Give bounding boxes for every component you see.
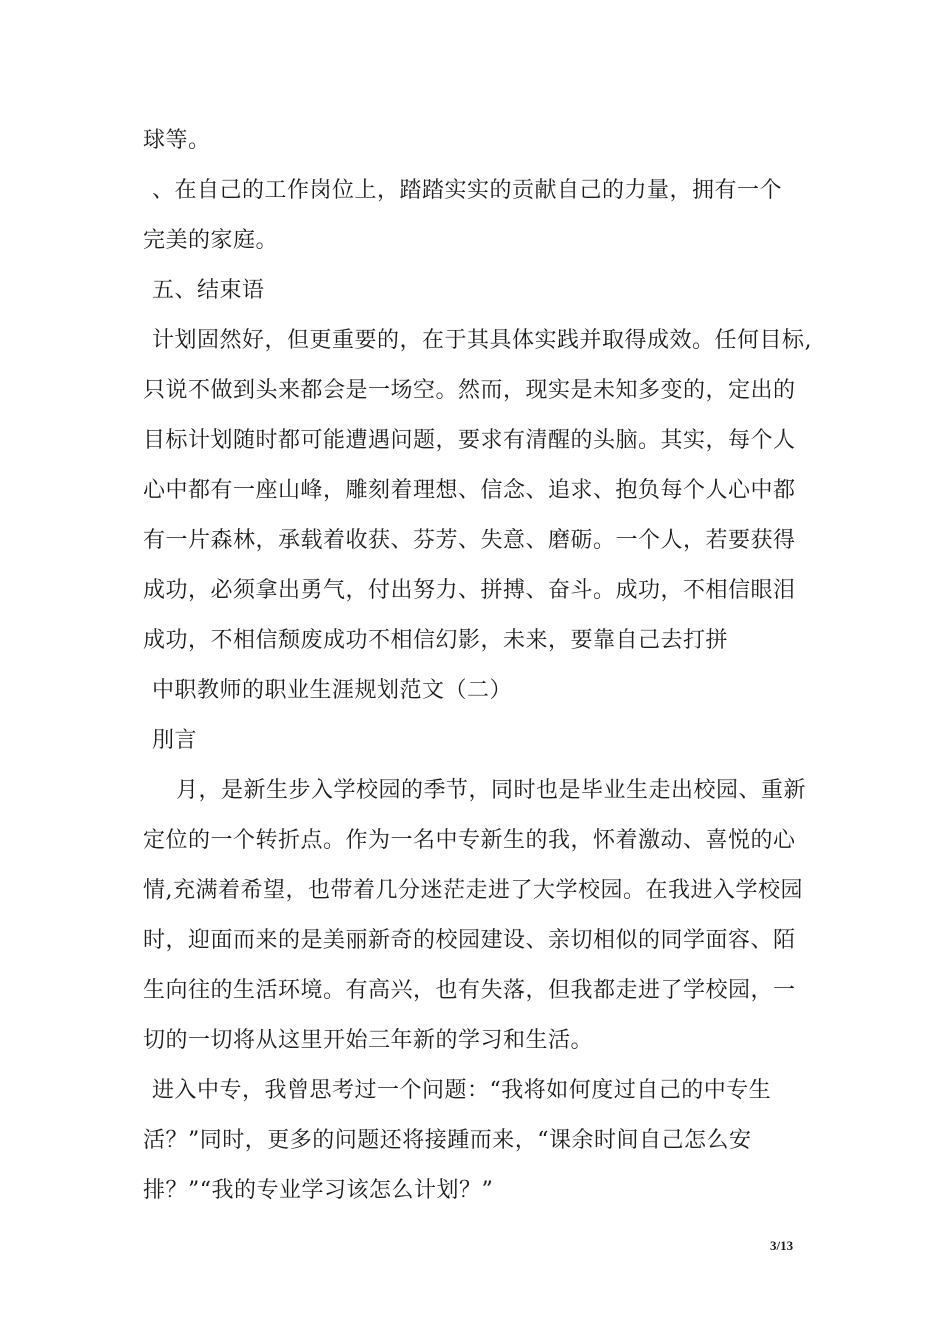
page-number: 3/13 (770, 1238, 794, 1253)
text-line: 成功，不相信颓废成功不相信幻影，未来，要靠自己去打拼 (143, 628, 729, 653)
text-line: 只说不做到头来都会是一场空。然而，现实是未知多变的，定出的 (143, 378, 796, 403)
text-line: 进入中专，我曾思考过一个问题：“我将如何度过自己的中专生 (152, 1078, 772, 1103)
text-line: 有一片森林，承载着收获、芬芳、失意、磨砺。一个人，若要获得 (143, 528, 796, 553)
text-line: 成功，必须拿出勇气，付出努力、拼搏、奋斗。成功，不相信眼泪 (143, 578, 796, 603)
section-heading: 刖言 (152, 728, 198, 753)
text-line: 生向往的生活环境。有高兴，也有失落，但我都走进了学校园，一 (143, 978, 796, 1003)
text-line: 活？”同时，更多的问题还将接踵而来，“课余时间自己怎么安 (143, 1128, 752, 1153)
text-line: 完美的家庭。 (143, 228, 279, 253)
text-line: 计划固然好，但更重要的，在于其具体实践并取得成效。任何目标, (152, 328, 812, 353)
text-line: 定位的一个转折点。作为一名中专新生的我，怀着激动、喜悦的心 (143, 828, 796, 853)
text-line: 时，迎面而来的是美丽新奇的校园建设、亲切相似的同学面容、陌 (143, 928, 796, 953)
text-line: 切的一切将从这里开始三年新的学习和生活。 (143, 1028, 594, 1053)
text-line: 目标计划随时都可能遭遇问题，要求有清醒的头脑。其实，每个人 (143, 428, 796, 453)
text-line: 情,充满着希望，也带着几分迷茫走进了大学校园。在我进入学校园 (143, 878, 803, 903)
section-heading: 五、结束语 (152, 278, 265, 303)
document-title: 中职教师的职业生涯规划范文（二） (152, 678, 513, 703)
text-line: 月，是新生步入学校园的季节，同时也是毕业生走出校园、重新 (176, 778, 807, 803)
text-line: 球等。 (143, 128, 211, 153)
text-line: 排？”“我的专业学习该怎么计划？” (143, 1178, 494, 1203)
text-line: 、在自己的工作岗位上，踏踏实实的贡献自己的力量，拥有一个 (152, 178, 783, 203)
text-line: 心中都有一座山峰，雕刻着理想、信念、追求、抱负每个人心中都 (143, 478, 796, 503)
